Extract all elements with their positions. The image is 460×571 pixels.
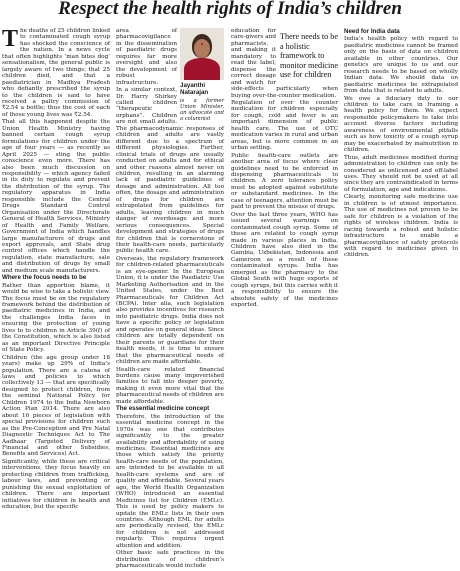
author-box <box>180 28 224 122</box>
article-column-1 <box>2 28 110 512</box>
article-column-3 <box>231 28 338 309</box>
opening-paragraph <box>2 28 110 118</box>
paragraph: Rather than apportion blame, it would be wise to take a holistic view. The focus must be on the regulatory framework behind the distribution of paediatric medicines in India, and the challenges India faces in ensuring the protection of young lives to to children in Article 39(f) of the Constitution, which is also listed as an important Directive Principle of State Policy. <box>2 282 110 354</box>
article-headline: Respect the health rights of India’s children <box>58 0 402 19</box>
author-name: Jayanthi Natarajan <box>180 82 209 96</box>
paragraph: education for care-givers and pharmacists, and making it mandatory to read the label, dispense the correct dosage and watch for side-effects particularly when buying over-the-counter medication. <box>231 28 338 99</box>
paragraph: Overseas, the regulatory framework for children-related pharmaceuticals is an eye-opener. In the European Union, it is under the Paediatric Use Marketing Authorisation and in the United States, under the Best Pharmaceuticals for Children Act (BCPA). Inter alia, such legislation also provides incentives for research into paediatric drugs. India does not have a specific policy or legislation and operates on general ideas. Since children are totally dependent on their parents or guardians for their health needs, it is time to ensure that the pharmaceutical needs of children are made affordable. <box>116 255 224 366</box>
paragraph: Other basic safe practices in the distribution of children’s pharmaceuticals would include <box>116 550 224 570</box>
subheading-focus: Where the focus needs to be <box>2 274 87 282</box>
paragraph: Therefore, the introduction of the essential medicine concept in the 1970s was one that contributes significantly to the greater availability and affordability of using medicines. Essential medicines are those which satisfy the priority health-care needs of the population, are intended to be available in all health-care systems and are of quality and affordable. Several years ago, the World Health Organization (WHO) introduced an essential Medicines list for Children (EMLc). This is used by policy makers to update the EMLc lists in their own countries. Although EML for adults are periodically revised, the EMLc for children is not addressed regularly. This requires urgent attention and addition. <box>116 413 224 549</box>
subheading-india-data: Need for India data <box>344 28 400 35</box>
paragraph: Regulation of over the counter medication for children especially for cough, cold and fever is an important dimension of public health care. The use of OTC medication varies in rural and urban areas, but is more common in an urban setting. <box>231 99 338 152</box>
paragraph-text: he deaths of 25 children linked to contaminated cough syrup has shocked the conscience of the nation. In a news cycle that often highlights ‘man bites dog’ sensationalism, the general public is largely aware of two things: that 25 children died, and that a paediatrician in Madhya Pradesh who defiantly prescribed the syrup to the children is said to have received a paltry commission of ₹2.54 a bottle; thus the cost of each of those young lives was ₹2.54. <box>2 28 110 118</box>
subheading-essential-medicine: The essential medicine concept <box>116 405 210 413</box>
paragraph: Children (the age group under 18 years) make up 29% of India’s population. There are a catena of laws and policies to which collectively 13 — that are specifically designed to protect children, from the seminal National Policy for Children 1974 to the India Newborn Action Plan 2014. There are also about 16 pieces of legislation with special provisions for children such as the Pre-Conception and Pre Natal Diagnostic Techniques Act to The Aadhaar (Targeted Delivery of Financial and other Subsidies, Benefits and Services) Act. <box>2 354 110 458</box>
author-photo <box>180 28 224 80</box>
paragraph: area of pharmacovigilance in the dissemination of paediatric drugs requires far more oversight and also the development of robust infrastructure. <box>116 28 177 86</box>
article-column-2 <box>116 28 224 571</box>
paragraph: Health-care related financial burdens cause many impoverished families to fall into deeper poverty, making it even more vital that the pharmaceutical needs of children are made affordable. <box>116 366 224 405</box>
pull-quote: There needs to be a holistic framework to monitor medicine use for children <box>280 32 338 80</box>
paragraph: We owe a fiduciary duty to our children to take care in framing a health policy for them. We expect responsible policymakers to take into account diverse factors including awareness of environmental pitfalls such as how toxicity of a cough syrup may be exacerbated by malnutrition in children. <box>344 95 458 154</box>
paragraph: In a similar context, Dr. Harry Shirkey called children “therapeutic orphans”. Children are not small adults. The pharmacodynamic responses of children and adults are vastly different due to a spectrum of different physiologies. Further, clinical trials of drugs are usually conducted on adults and for ethical and other reasons almost never on children, resulting in an alarming lack of paediatric guidelines of dosage and administration. All too often, the dosage and administration of drugs for children are extrapolated from guidelines for adults, leaving children in much danger of overdosage and more serious consequences. Special development and strategies of drugs for children that is cornerstone of their health-care needs, particularly public health care. <box>116 87 224 255</box>
paragraph: That all this happened despite the Union Health Ministry having banned certain cough syrup formulations for children under the age of four years — as recently as April 2025 — sting the public conscience even more. There has also been much discussion on responsibility — which agency failed in its duty to regulate and prevent the distribution of the syrup. The regulatory apparatus in India responsible include the Central Drugs Standard Control Organisation under the Directorate General of Health Services, Ministry of Health and Family Welfare, Government of India which handles large manufacturers of drugs and export approvals, and State drug control offices which handle the regulation, state manufacture, sale and distribution of drugs by small and medium scale manufacturers. <box>2 119 110 274</box>
paragraph: Thus, adult medicines modified during administration to children can only be considered as unlicensed and off-label uses. They should not be used at all since they are contraindicated in terms of formulation, age and indications. <box>344 154 458 193</box>
article-column-4 <box>344 28 458 260</box>
author-bio: is a former Union Minister, an advocate and a columnist <box>180 98 224 122</box>
drop-cap: T <box>2 26 19 52</box>
paragraph: Public health-care outlets are another area of focus where clear guidelines need to be enforced in dispensing pharmaceuticals to children. A zero tolerance policy must be adopted against substitute or substandard medicines. In the case of teenagers, attention must be paid to prevent the misuse of drugs. <box>231 152 338 211</box>
paragraph: Significantly, while these are critical interventions, they focus heavily on protecting children from trafficking, labour laws, and preventing or punishing the sexual exploitation of children. There are important initiatives for children in health and education, but the specific <box>2 458 110 511</box>
paragraph: India’s health policy with regard to paediatric medicines cannot be framed only on the basis of data on children available in other countries. Our genetics are unique to us and our research needs to be based on wholly Indian data. We should data on paediatric medicines be extrapolated from data that is related to adults. <box>344 36 458 95</box>
paragraph: Clearly, monitoring safe medicine use in children is of utmost importance. The use of medicines not proven to be safe for children is a violation of the rights of wireless children. India is racing towards a robust and holistic infrastructure to enable a pharmacovigilance of safety protocols with regard to medicines given to children. <box>344 194 458 259</box>
paragraph: Over the last three years, WHO has issued several warnings on contaminated cough syrup. Some of these are related to cough syrup made in various places in India. Children have also died in the Gambia, Uzbekistan, Indonesia and Cameroon as a result of these contaminated syrups. India has emerged as the pharmacy to the Global South with huge exports of cough syrups, but this carries with it a responsibility to ensure the absolute safety of the medicines exported. <box>231 211 338 309</box>
